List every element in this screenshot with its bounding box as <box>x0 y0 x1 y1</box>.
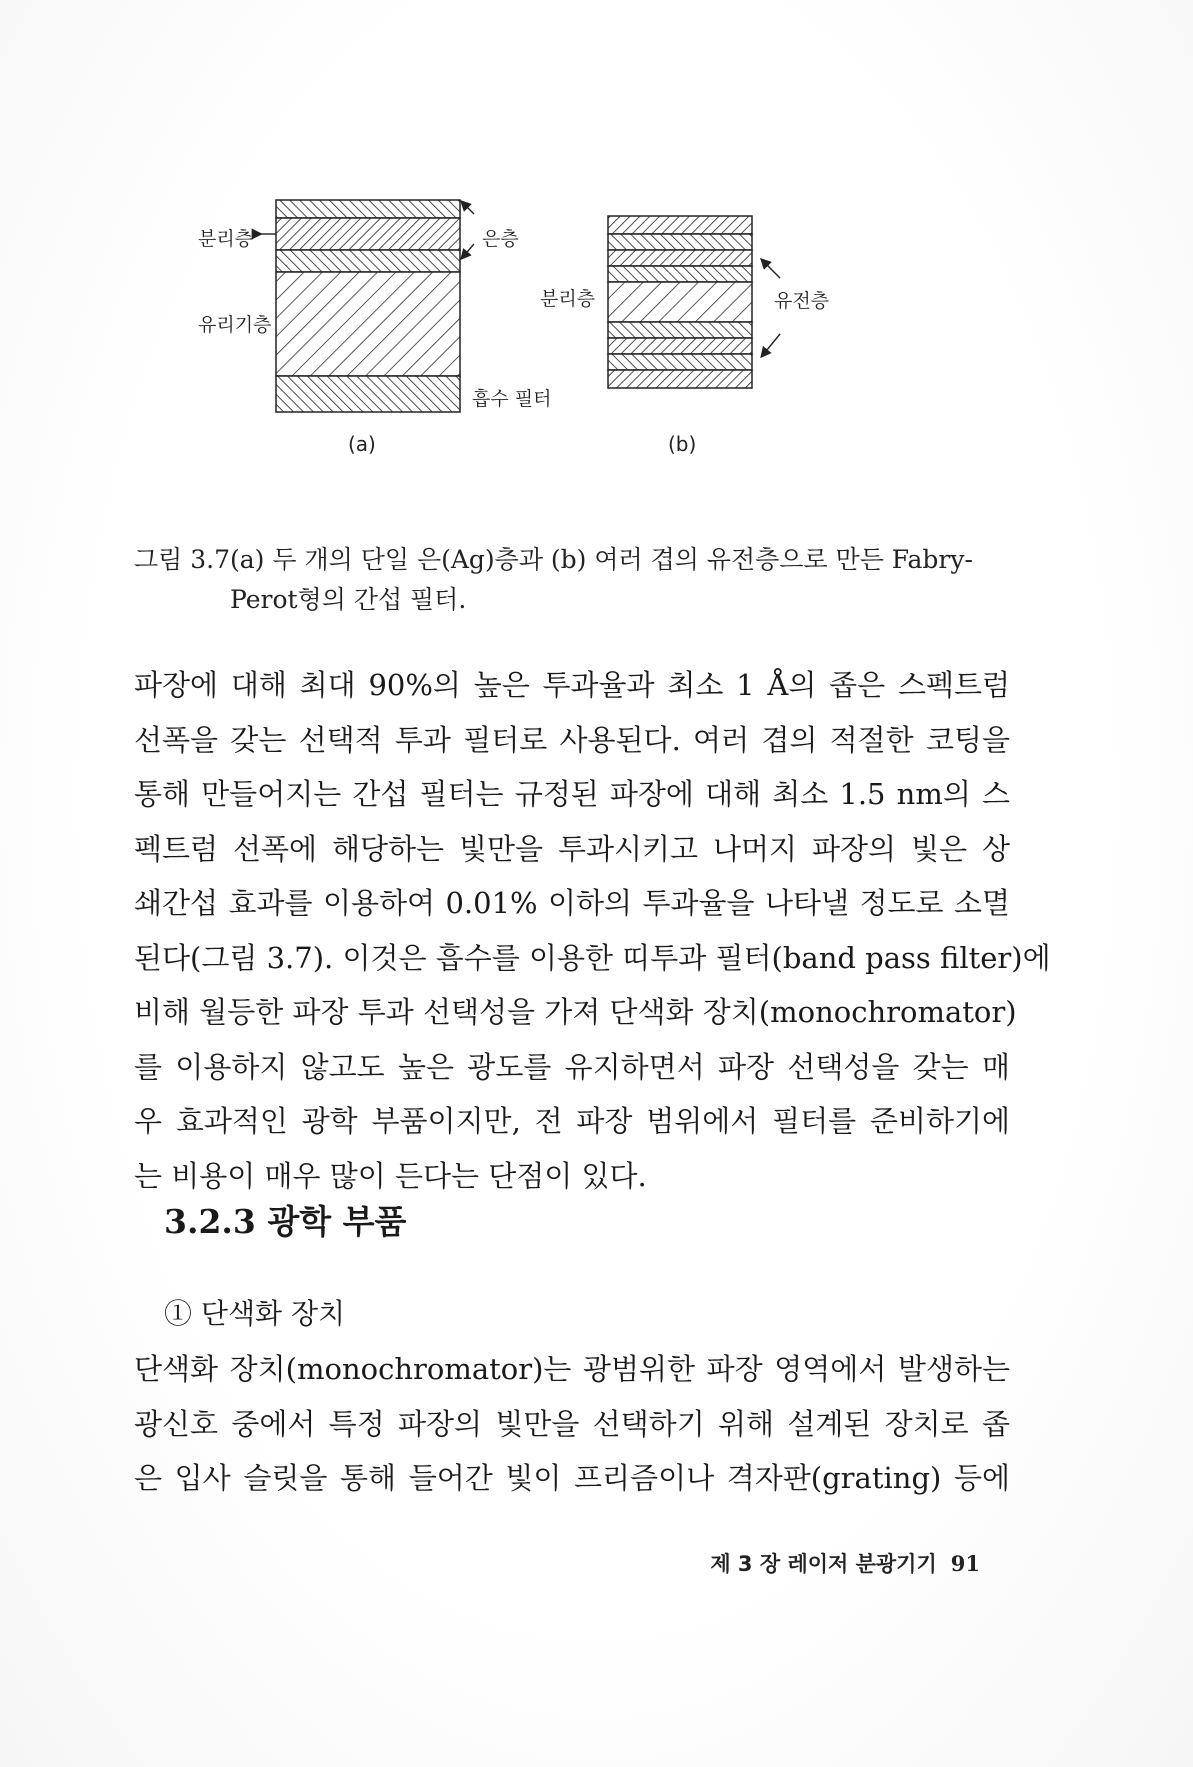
stack-b <box>608 216 780 388</box>
b-layer-2 <box>608 234 752 250</box>
subsection-heading: ① 단색화 장치 <box>164 1297 346 1330</box>
b-layer-3 <box>608 250 752 266</box>
text-line: 선폭을 갖는 선택적 투과 필터로 사용된다. 여러 겹의 적절한 코팅을 <box>134 722 1010 757</box>
label-a-absorb: 흡수 필터 <box>472 388 552 410</box>
silver-layer-top <box>276 200 460 218</box>
paragraph-2 <box>134 1342 1010 1506</box>
text-line: 통해 만들어지는 간섭 필터는 규정된 파장에 대해 최소 1.5 nm의 스 <box>134 777 1010 811</box>
caption-number: 그림 3.7 <box>134 545 231 574</box>
b-layer-7 <box>608 354 752 370</box>
b-layer-6 <box>608 338 752 354</box>
paragraph-1 <box>134 658 1051 1203</box>
b-layer-1 <box>608 216 752 234</box>
label-b-dielectric: 유전층 <box>774 290 830 312</box>
b-layer-4 <box>608 266 752 282</box>
chapter-title: 제 3 장 레이저 분광기기 <box>710 1552 937 1576</box>
text-line: 은 입사 슬릿을 통해 들어간 빛이 프리즘이나 격자판(grating) 등에 <box>134 1461 1010 1495</box>
interference-filter-diagram <box>200 210 960 520</box>
silver-layer-bottom <box>276 250 460 272</box>
section-heading: 3.2.3 광학 부품 <box>164 1202 407 1241</box>
stack-a <box>260 200 474 412</box>
figure-3-7 <box>200 210 960 520</box>
page-footer <box>660 1548 980 1578</box>
label-b-separator: 분리층 <box>540 288 596 310</box>
absorption-filter <box>276 376 460 412</box>
silver-arrow-top <box>462 202 474 214</box>
caption-line-1 <box>134 540 1004 580</box>
text-line: 펙트럼 선폭에 해당하는 빛만을 투과시키고 나머지 파장의 빛은 상 <box>134 831 1010 866</box>
sublabel-b: (b) <box>668 432 697 456</box>
b-layer-8 <box>608 370 752 388</box>
text-line: 비해 월등한 파장 투과 선택성을 가져 단색화 장치(monochromator) <box>134 995 1017 1029</box>
text-line: 단색화 장치(monochromator)는 광범위한 파장 영역에서 발생하는 <box>134 1352 1010 1386</box>
dielectric-arrow-top <box>762 260 780 278</box>
text-line: 를 이용하지 않고도 높은 광도를 유지하면서 파장 선택성을 갖는 매 <box>134 1049 1010 1084</box>
label-a-silver: 은층 <box>482 228 519 250</box>
separator-layer <box>276 218 460 250</box>
dielectric-arrow-bottom <box>762 334 780 356</box>
b-layer-5 <box>608 322 752 338</box>
label-a-separator: 분리층 <box>198 228 254 250</box>
glass-substrate <box>276 272 460 376</box>
text-line: 는 비용이 매우 많이 든다는 단점이 있다. <box>134 1158 647 1193</box>
b-separator-layer <box>608 282 752 322</box>
caption-text-1: (a) 두 개의 단일 은(Ag)층과 (b) 여러 겹의 유전층으로 만든 Fabry- <box>230 545 973 574</box>
text-line: 쇄간섭 효과를 이용하여 0.01% 이하의 투과율을 나타낼 정도로 소멸 <box>134 886 1010 920</box>
text-line: 우 효과적인 광학 부품이지만, 전 파장 범위에서 필터를 준비하기에 <box>134 1104 1010 1138</box>
text-line: 된다(그림 3.7). 이것은 흡수를 이용한 띠투과 필터(band pass filter)에 <box>134 940 1051 975</box>
page-number: 91 <box>950 1551 980 1576</box>
label-a-glass: 유리기층 <box>198 314 272 336</box>
caption-line-2: Perot형의 간섭 필터. <box>230 585 467 614</box>
figure-caption <box>134 540 1004 620</box>
text-line: 광신호 중에서 특정 파장의 빛만을 선택하기 위해 설계된 장치로 좁 <box>134 1406 1010 1441</box>
silver-arrow-bottom <box>462 244 474 258</box>
sublabel-a: (a) <box>348 432 376 456</box>
text-line: 파장에 대해 최대 90%의 높은 투과율과 최소 1 Å의 좁은 스펙트럼 <box>134 668 1010 702</box>
